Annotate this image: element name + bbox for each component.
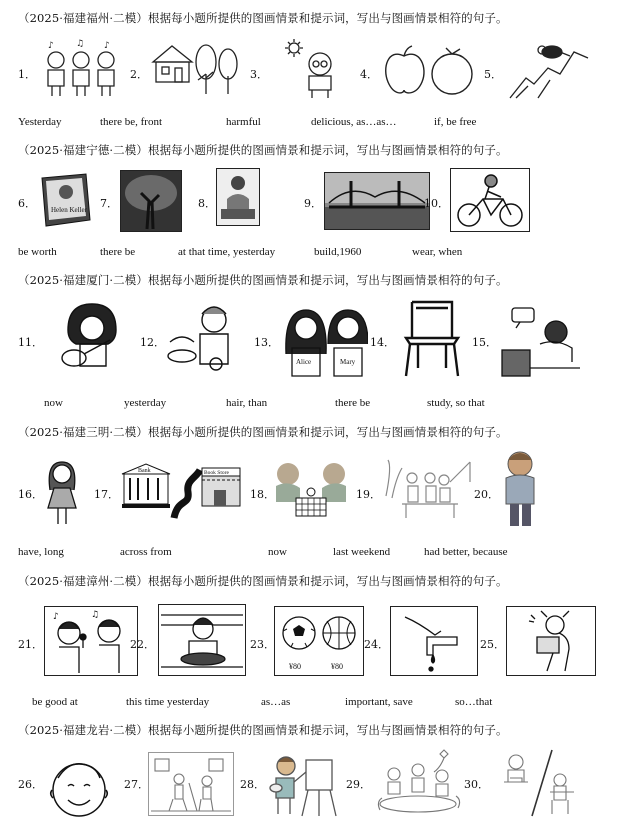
smiling-face-picture [48, 756, 110, 822]
alice-and-mary-picture [282, 304, 368, 378]
item-number: 13． [254, 336, 279, 349]
section-3-heading: （2025·福建厦门·二模）根据每小题所提供的图画情景和提示词，写出与图画情景相符的句子。 [18, 273, 508, 287]
hint-text: harmful [226, 116, 261, 128]
hint-text: across from [120, 546, 172, 558]
man-carrying-heavy-box-picture [506, 606, 596, 676]
boys-singing-picture [44, 606, 138, 676]
hand-on-tap-picture [390, 606, 478, 676]
item-number: 10． [424, 197, 449, 210]
mountain-climber-picture [508, 38, 590, 100]
hint-text: wear, when [412, 246, 463, 258]
hint-text: be worth [18, 246, 57, 258]
item-number: 5． [484, 68, 502, 81]
item-number: 3． [250, 68, 268, 81]
hint-text: important, save [345, 696, 413, 708]
woman-reading-picture [216, 168, 260, 226]
bridge-picture [324, 172, 430, 230]
family-fishing-picture [382, 456, 472, 522]
item-number: 30． [464, 778, 489, 791]
hint-text: there be, front [100, 116, 162, 128]
boy-feeling-cold-picture [498, 448, 544, 530]
hint-text: if, be free [434, 116, 477, 128]
item-number: 17． [94, 488, 119, 501]
boy-studying-picture [500, 304, 584, 378]
hint-text: hair, than [226, 397, 268, 409]
item-number: 22． [130, 638, 155, 651]
boy-in-sun-picture [282, 38, 346, 100]
hint-text: be good at [32, 696, 78, 708]
children-playing-chess-picture [272, 458, 350, 522]
svg-text:♪: ♪ [104, 41, 110, 51]
children-singing-picture [42, 38, 120, 100]
hint-text: last weekend [333, 546, 391, 558]
item-number: 1． [18, 68, 36, 81]
hint-text: have, long [18, 546, 64, 558]
section-2-heading: （2025·福建宁德·二模）根据每小题所提供的图画情景和提示词，写出与图画情景相符的句子。 [18, 143, 508, 157]
before-and-after-picture [492, 748, 582, 818]
section-4-heading: （2025·福建三明·二模）根据每小题所提供的图画情景和提示词，写出与图画情景相符的句子。 [18, 425, 508, 439]
item-number: 12． [140, 336, 165, 349]
item-number: 2． [130, 68, 148, 81]
boy-cooking-picture [162, 302, 242, 376]
item-number: 25． [480, 638, 505, 651]
price-tag-right: ¥80 [331, 662, 343, 671]
item-number: 11． [18, 336, 43, 349]
hint-text: build,1960 [314, 246, 362, 258]
item-number: 28． [240, 778, 265, 791]
item-number: 27． [124, 778, 149, 791]
bookstore-label: Book Store [204, 470, 229, 476]
svg-text:♫: ♫ [76, 39, 85, 49]
book-title: Helen Keller [51, 206, 87, 214]
hint-text: yesterday [124, 397, 167, 409]
football-and-basketball-picture [274, 606, 364, 676]
item-number: 18． [250, 488, 275, 501]
hint-text: so…that [455, 696, 493, 708]
hint-text: Yesterday [18, 116, 62, 128]
hint-text: there be [335, 397, 371, 409]
item-number: 9． [304, 197, 322, 210]
svg-text:♪: ♪ [48, 41, 54, 51]
boy-painting-picture [268, 752, 338, 818]
hint-text: as…as [261, 696, 291, 708]
mary-label: Mary [340, 358, 356, 366]
item-number: 29． [346, 778, 371, 791]
item-number: 23． [250, 638, 275, 651]
item-number: 6． [18, 197, 36, 210]
section-6-heading: （2025·福建龙岩·二模）根据每小题所提供的图画情景和提示词，写出与图画情景相符的句子。 [18, 723, 508, 737]
item-number: 8． [198, 197, 216, 210]
girl-playing-ukulele-picture [50, 300, 130, 378]
hint-text: now [268, 546, 287, 558]
item-number: 16． [18, 488, 43, 501]
girl-cooking-picture [158, 604, 246, 676]
item-number: 4． [360, 68, 378, 81]
hint-text: delicious, as…as… [311, 116, 397, 128]
apple-and-orange-picture [380, 44, 476, 98]
section-5-heading: （2025·福建漳州·二模）根据每小题所提供的图画情景和提示词，写出与图画情景相符的句子。 [18, 574, 508, 588]
cyclist-with-helmet-picture [450, 168, 530, 232]
helen-keller-book-picture [36, 172, 94, 230]
bank-and-bookstore-picture [118, 458, 242, 520]
picnic-friends-picture [372, 746, 466, 818]
section-1-heading: （2025·福建福州·二模）根据每小题所提供的图画情景和提示词，写出与图画情景相符的句子。 [18, 11, 508, 25]
hint-text: now [44, 397, 63, 409]
item-number: 14． [370, 336, 395, 349]
svg-text:♪: ♪ [53, 612, 59, 622]
hint-text: study, so that [427, 397, 485, 409]
big-tree-picture [120, 170, 182, 232]
item-number: 24． [364, 638, 389, 651]
hint-text: this time yesterday [126, 696, 210, 708]
item-number: 20． [474, 488, 499, 501]
girl-with-long-hair-picture [42, 458, 82, 526]
svg-text:♫: ♫ [91, 610, 100, 620]
alice-label: Alice [296, 358, 312, 366]
item-number: 15． [472, 336, 497, 349]
item-number: 19． [356, 488, 381, 501]
price-tag-left: ¥80 [289, 662, 301, 671]
chair-picture [400, 298, 464, 378]
item-number: 7． [100, 197, 118, 210]
item-number: 26． [18, 778, 43, 791]
hint-text: had better, because [424, 546, 508, 558]
hint-text: there be [100, 246, 136, 258]
bank-label: Bank [138, 468, 151, 474]
family-housework-picture [148, 752, 234, 816]
item-number: 21． [18, 638, 43, 651]
hint-text: at that time, yesterday [178, 246, 276, 258]
house-with-trees-picture [150, 40, 240, 98]
